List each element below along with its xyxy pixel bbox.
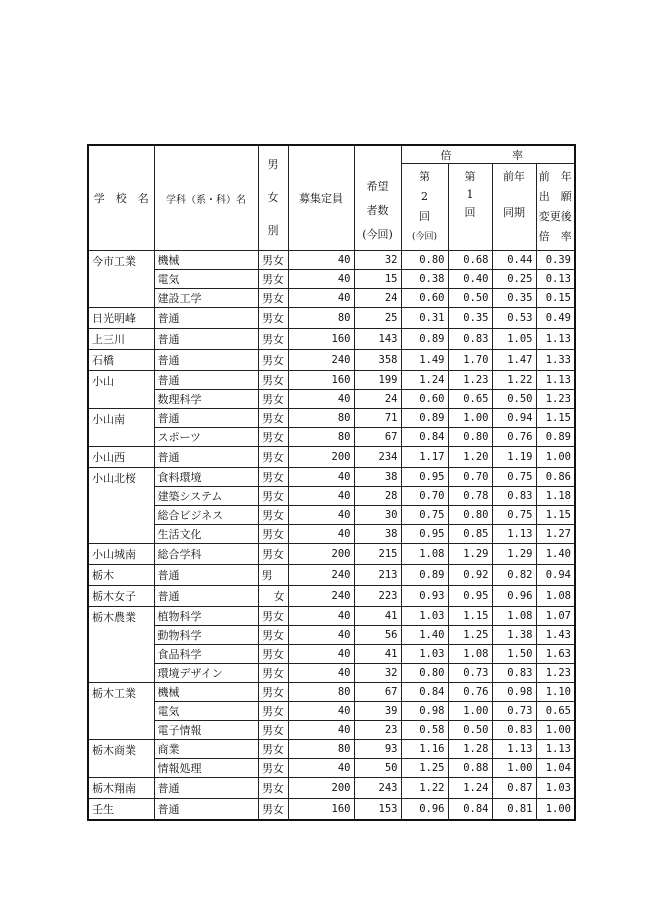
first-round-ratio-cell: 0.50	[448, 289, 492, 308]
gender-cell: 男女	[258, 270, 288, 289]
applicants-cell: 93	[354, 740, 401, 759]
table-row	[88, 799, 575, 821]
school-name-cell: 栃木翔南	[88, 778, 154, 799]
department-cell: 生活文化	[154, 525, 258, 544]
second-round-ratio-cell: 1.49	[401, 350, 448, 371]
capacity-cell: 240	[288, 565, 354, 586]
capacity-cell: 40	[288, 270, 354, 289]
first-round-ratio-cell: 0.35	[448, 308, 492, 329]
capacity-cell: 80	[288, 409, 354, 428]
department-cell: 電気	[154, 702, 258, 721]
school-name-header: 学 校 名	[88, 145, 154, 251]
first-round-ratio-cell: 0.83	[448, 329, 492, 350]
department-cell: 普通	[154, 371, 258, 390]
gender-cell: 男女	[258, 645, 288, 664]
applicants-cell: 39	[354, 702, 401, 721]
second-round-header: 第 2 回 (今回)	[401, 164, 448, 251]
department-cell: 情報処理	[154, 759, 258, 778]
prev-year-after-change-ratio-cell: 1.07	[536, 607, 575, 626]
prev-year-after-change-ratio-cell: 0.65	[536, 702, 575, 721]
prev-year-after-change-ratio-cell: 1.27	[536, 525, 575, 544]
department-cell: 普通	[154, 565, 258, 586]
first-round-ratio-cell: 0.80	[448, 506, 492, 525]
first-round-ratio-cell: 1.70	[448, 350, 492, 371]
prev-year-after-change-ratio-cell: 1.33	[536, 350, 575, 371]
table-body	[88, 251, 575, 821]
gender-cell: 男女	[258, 350, 288, 371]
department-cell: 食料環境	[154, 468, 258, 487]
table-row	[88, 565, 575, 586]
prev-year-ratio-cell: 0.76	[492, 428, 536, 447]
first-round-ratio-cell: 1.00	[448, 702, 492, 721]
table-row	[88, 506, 575, 525]
table-row	[88, 626, 575, 645]
prev-year-after-change-ratio-cell: 1.00	[536, 799, 575, 821]
second-round-ratio-cell: 1.08	[401, 544, 448, 565]
prev-year-ratio-cell: 0.94	[492, 409, 536, 428]
second-round-ratio-cell: 0.38	[401, 270, 448, 289]
second-round-ratio-cell: 1.03	[401, 607, 448, 626]
capacity-cell: 80	[288, 683, 354, 702]
prev-year-ratio-cell: 0.50	[492, 390, 536, 409]
prev-year-ratio-cell: 0.75	[492, 506, 536, 525]
prev-year-after-change-ratio-cell: 1.63	[536, 645, 575, 664]
prev-year-after-change-ratio-cell: 1.00	[536, 721, 575, 740]
table-row	[88, 468, 575, 487]
second-round-ratio-cell: 1.16	[401, 740, 448, 759]
prev-year-after-change-header: 前 年 出 願 変更後 倍 率	[536, 164, 575, 251]
prev-year-ratio-cell: 1.47	[492, 350, 536, 371]
applicants-cell: 243	[354, 778, 401, 799]
gender-cell: 男女	[258, 799, 288, 821]
first-round-ratio-cell: 1.15	[448, 607, 492, 626]
table-row	[88, 778, 575, 799]
department-cell: 普通	[154, 308, 258, 329]
second-round-ratio-cell: 0.96	[401, 799, 448, 821]
capacity-cell: 40	[288, 759, 354, 778]
gender-cell: 女	[258, 586, 288, 607]
capacity-cell: 40	[288, 525, 354, 544]
gender-cell: 男女	[258, 428, 288, 447]
second-round-ratio-cell: 1.24	[401, 371, 448, 390]
gender-cell: 男女	[258, 778, 288, 799]
applicants-cell: 358	[354, 350, 401, 371]
applicants-cell: 15	[354, 270, 401, 289]
table-row	[88, 544, 575, 565]
prev-year-after-change-ratio-cell: 1.18	[536, 487, 575, 506]
prev-year-ratio-cell: 1.00	[492, 759, 536, 778]
gender-cell: 男女	[258, 721, 288, 740]
department-cell: 普通	[154, 778, 258, 799]
table-row	[88, 371, 575, 390]
gender-cell: 男女	[258, 525, 288, 544]
gender-cell: 男女	[258, 308, 288, 329]
department-cell: 普通	[154, 350, 258, 371]
capacity-cell: 40	[288, 506, 354, 525]
department-cell: 機械	[154, 251, 258, 270]
gender-cell: 男女	[258, 544, 288, 565]
capacity-header: 募集定員	[288, 145, 354, 251]
capacity-cell: 40	[288, 702, 354, 721]
prev-year-after-change-ratio-cell: 1.08	[536, 586, 575, 607]
prev-year-after-change-ratio-cell: 0.94	[536, 565, 575, 586]
department-cell: 機械	[154, 683, 258, 702]
gender-cell: 男女	[258, 664, 288, 683]
prev-year-ratio-cell: 0.75	[492, 468, 536, 487]
second-round-ratio-cell: 1.22	[401, 778, 448, 799]
first-round-ratio-cell: 0.85	[448, 525, 492, 544]
first-round-header: 第 1 回	[448, 164, 492, 251]
second-round-ratio-cell: 1.17	[401, 447, 448, 468]
second-round-ratio-cell: 0.31	[401, 308, 448, 329]
applicants-cell: 56	[354, 626, 401, 645]
prev-year-after-change-ratio-cell: 1.04	[536, 759, 575, 778]
gender-cell: 男女	[258, 409, 288, 428]
gender-cell: 男女	[258, 390, 288, 409]
school-name-cell: 石橋	[88, 350, 154, 371]
school-name-cell: 小山城南	[88, 544, 154, 565]
school-name-cell: 上三川	[88, 329, 154, 350]
school-name-cell: 小山西	[88, 447, 154, 468]
applicants-cell: 24	[354, 289, 401, 308]
first-round-ratio-cell: 0.95	[448, 586, 492, 607]
department-cell: 電子情報	[154, 721, 258, 740]
capacity-cell: 40	[288, 626, 354, 645]
prev-year-ratio-cell: 1.19	[492, 447, 536, 468]
table-row	[88, 289, 575, 308]
table-row	[88, 308, 575, 329]
second-round-ratio-cell: 1.03	[401, 645, 448, 664]
gender-cell: 男女	[258, 447, 288, 468]
department-cell: 普通	[154, 799, 258, 821]
table-row	[88, 607, 575, 626]
prev-year-after-change-ratio-cell: 1.13	[536, 740, 575, 759]
school-name-cell: 栃木商業	[88, 740, 154, 778]
table-row	[88, 329, 575, 350]
prev-year-ratio-cell: 0.96	[492, 586, 536, 607]
table-row	[88, 428, 575, 447]
second-round-ratio-cell: 0.93	[401, 586, 448, 607]
applicants-cell: 38	[354, 468, 401, 487]
prev-year-after-change-ratio-cell: 1.15	[536, 506, 575, 525]
second-round-ratio-cell: 1.25	[401, 759, 448, 778]
second-round-ratio-cell: 0.84	[401, 428, 448, 447]
prev-year-after-change-ratio-cell: 0.89	[536, 428, 575, 447]
table-row	[88, 586, 575, 607]
gender-cell: 男女	[258, 251, 288, 270]
second-round-ratio-cell: 0.89	[401, 409, 448, 428]
prev-year-ratio-cell: 1.13	[492, 740, 536, 759]
prev-year-ratio-cell: 1.05	[492, 329, 536, 350]
first-round-ratio-cell: 0.88	[448, 759, 492, 778]
second-round-ratio-cell: 0.70	[401, 487, 448, 506]
second-round-ratio-cell: 0.98	[401, 702, 448, 721]
gender-cell: 男女	[258, 289, 288, 308]
department-cell: 総合学科	[154, 544, 258, 565]
gender-cell: 男女	[258, 702, 288, 721]
prev-year-ratio-cell: 0.98	[492, 683, 536, 702]
school-name-cell: 小山	[88, 371, 154, 409]
first-round-ratio-cell: 0.40	[448, 270, 492, 289]
first-round-ratio-cell: 1.08	[448, 645, 492, 664]
gender-cell: 男女	[258, 506, 288, 525]
table-row	[88, 664, 575, 683]
prev-year-ratio-cell: 0.73	[492, 702, 536, 721]
applicants-cell: 199	[354, 371, 401, 390]
capacity-cell: 80	[288, 308, 354, 329]
prev-year-after-change-ratio-cell: 0.86	[536, 468, 575, 487]
first-round-ratio-cell: 0.84	[448, 799, 492, 821]
second-round-ratio-cell: 0.89	[401, 329, 448, 350]
first-round-ratio-cell: 1.25	[448, 626, 492, 645]
department-cell: 電気	[154, 270, 258, 289]
applicants-cell: 67	[354, 683, 401, 702]
first-round-ratio-cell: 0.50	[448, 721, 492, 740]
capacity-cell: 40	[288, 645, 354, 664]
second-round-ratio-cell: 1.40	[401, 626, 448, 645]
gender-cell: 男女	[258, 487, 288, 506]
applicants-cell: 143	[354, 329, 401, 350]
prev-year-ratio-cell: 0.82	[492, 565, 536, 586]
capacity-cell: 240	[288, 350, 354, 371]
second-round-ratio-cell: 0.95	[401, 525, 448, 544]
second-round-ratio-cell: 0.60	[401, 289, 448, 308]
school-name-cell: 栃木工業	[88, 683, 154, 740]
first-round-ratio-cell: 0.65	[448, 390, 492, 409]
prev-year-after-change-ratio-cell: 1.13	[536, 329, 575, 350]
school-name-cell: 小山北桜	[88, 468, 154, 544]
gender-cell: 男女	[258, 626, 288, 645]
first-round-ratio-cell: 0.70	[448, 468, 492, 487]
first-round-ratio-cell: 0.78	[448, 487, 492, 506]
prev-year-after-change-ratio-cell: 1.03	[536, 778, 575, 799]
applicants-cell: 32	[354, 664, 401, 683]
capacity-cell: 40	[288, 468, 354, 487]
capacity-cell: 80	[288, 740, 354, 759]
prev-year-ratio-cell: 0.83	[492, 721, 536, 740]
capacity-cell: 40	[288, 289, 354, 308]
first-round-ratio-cell: 1.28	[448, 740, 492, 759]
table-row	[88, 447, 575, 468]
first-round-ratio-cell: 0.76	[448, 683, 492, 702]
second-round-ratio-cell: 0.84	[401, 683, 448, 702]
capacity-cell: 200	[288, 447, 354, 468]
table-row	[88, 487, 575, 506]
prev-year-ratio-cell: 0.25	[492, 270, 536, 289]
first-round-ratio-cell: 0.80	[448, 428, 492, 447]
applicants-cell: 223	[354, 586, 401, 607]
second-round-ratio-cell: 0.60	[401, 390, 448, 409]
school-name-cell: 日光明峰	[88, 308, 154, 329]
prev-year-after-change-ratio-cell: 1.40	[536, 544, 575, 565]
capacity-cell: 160	[288, 371, 354, 390]
ratio-group-header: 倍 率	[401, 145, 575, 164]
second-round-ratio-cell: 0.80	[401, 664, 448, 683]
table-row	[88, 350, 575, 371]
department-cell: 植物科学	[154, 607, 258, 626]
capacity-cell: 40	[288, 607, 354, 626]
first-round-ratio-cell: 1.24	[448, 778, 492, 799]
table-header	[88, 145, 575, 251]
prev-year-ratio-cell: 0.83	[492, 487, 536, 506]
application-ratio-table	[87, 144, 576, 821]
department-cell: 総合ビジネス	[154, 506, 258, 525]
table-row	[88, 683, 575, 702]
department-cell: 動物科学	[154, 626, 258, 645]
capacity-cell: 160	[288, 799, 354, 821]
prev-year-ratio-cell: 0.53	[492, 308, 536, 329]
prev-year-after-change-ratio-cell: 1.00	[536, 447, 575, 468]
prev-year-after-change-ratio-cell: 1.13	[536, 371, 575, 390]
prev-year-ratio-cell: 0.44	[492, 251, 536, 270]
prev-year-after-change-ratio-cell: 0.13	[536, 270, 575, 289]
table-row	[88, 270, 575, 289]
department-cell: 普通	[154, 586, 258, 607]
first-round-ratio-cell: 1.23	[448, 371, 492, 390]
table-row	[88, 390, 575, 409]
prev-year-ratio-cell: 0.83	[492, 664, 536, 683]
first-round-ratio-cell: 1.00	[448, 409, 492, 428]
department-header: 学科（系・科）名	[154, 145, 258, 251]
gender-cell: 男女	[258, 740, 288, 759]
department-cell: 数理科学	[154, 390, 258, 409]
applicants-cell: 25	[354, 308, 401, 329]
school-name-cell: 小山南	[88, 409, 154, 447]
applicants-cell: 67	[354, 428, 401, 447]
second-round-ratio-cell: 0.80	[401, 251, 448, 270]
prev-year-ratio-cell: 1.29	[492, 544, 536, 565]
applicants-cell: 50	[354, 759, 401, 778]
table-row	[88, 251, 575, 270]
department-cell: 建築システム	[154, 487, 258, 506]
department-cell: 建設工学	[154, 289, 258, 308]
applicants-cell: 153	[354, 799, 401, 821]
department-cell: 普通	[154, 329, 258, 350]
prev-year-after-change-ratio-cell: 1.10	[536, 683, 575, 702]
table-row	[88, 645, 575, 664]
capacity-cell: 160	[288, 329, 354, 350]
department-cell: 商業	[154, 740, 258, 759]
table-row	[88, 702, 575, 721]
capacity-cell: 240	[288, 586, 354, 607]
first-round-ratio-cell: 0.92	[448, 565, 492, 586]
gender-cell: 男女	[258, 329, 288, 350]
department-cell: 普通	[154, 447, 258, 468]
applicants-cell: 28	[354, 487, 401, 506]
second-round-ratio-cell: 0.89	[401, 565, 448, 586]
applicants-cell: 30	[354, 506, 401, 525]
prev-year-ratio-cell: 1.13	[492, 525, 536, 544]
gender-cell: 男女	[258, 759, 288, 778]
school-name-cell: 栃木	[88, 565, 154, 586]
prev-year-ratio-cell: 0.81	[492, 799, 536, 821]
gender-cell: 男女	[258, 371, 288, 390]
prev-year-ratio-cell: 1.50	[492, 645, 536, 664]
gender-cell: 男	[258, 565, 288, 586]
prev-year-after-change-ratio-cell: 0.39	[536, 251, 575, 270]
gender-header: 男 女 別	[258, 145, 288, 251]
applicants-cell: 23	[354, 721, 401, 740]
department-cell: 食品科学	[154, 645, 258, 664]
table-row	[88, 740, 575, 759]
table-row	[88, 721, 575, 740]
second-round-ratio-cell: 0.75	[401, 506, 448, 525]
applicants-cell: 71	[354, 409, 401, 428]
first-round-ratio-cell: 0.73	[448, 664, 492, 683]
capacity-cell: 40	[288, 390, 354, 409]
capacity-cell: 40	[288, 251, 354, 270]
gender-cell: 男女	[258, 468, 288, 487]
capacity-cell: 80	[288, 428, 354, 447]
applicants-cell: 41	[354, 645, 401, 664]
capacity-cell: 40	[288, 664, 354, 683]
school-name-cell: 栃木農業	[88, 607, 154, 683]
applicants-header: 希望 者数 (今回)	[354, 145, 401, 251]
prev-year-after-change-ratio-cell: 1.43	[536, 626, 575, 645]
table-row	[88, 759, 575, 778]
prev-year-ratio-cell: 1.38	[492, 626, 536, 645]
first-round-ratio-cell: 0.68	[448, 251, 492, 270]
prev-year-after-change-ratio-cell: 1.23	[536, 390, 575, 409]
department-cell: 環境デザイン	[154, 664, 258, 683]
department-cell: スポーツ	[154, 428, 258, 447]
prev-year-ratio-cell: 1.22	[492, 371, 536, 390]
first-round-ratio-cell: 1.20	[448, 447, 492, 468]
prev-year-ratio-cell: 0.35	[492, 289, 536, 308]
second-round-ratio-cell: 0.58	[401, 721, 448, 740]
capacity-cell: 200	[288, 778, 354, 799]
applicants-cell: 32	[354, 251, 401, 270]
applicants-cell: 234	[354, 447, 401, 468]
prev-year-after-change-ratio-cell: 0.49	[536, 308, 575, 329]
first-round-ratio-cell: 1.29	[448, 544, 492, 565]
school-name-cell: 栃木女子	[88, 586, 154, 607]
capacity-cell: 40	[288, 487, 354, 506]
capacity-cell: 200	[288, 544, 354, 565]
table-row	[88, 525, 575, 544]
prev-year-ratio-cell: 1.08	[492, 607, 536, 626]
second-round-ratio-cell: 0.95	[401, 468, 448, 487]
school-name-cell: 今市工業	[88, 251, 154, 308]
applicants-cell: 38	[354, 525, 401, 544]
department-cell: 普通	[154, 409, 258, 428]
prev-year-same-period-header: 前年 同期	[492, 164, 536, 251]
gender-cell: 男女	[258, 683, 288, 702]
prev-year-after-change-ratio-cell: 1.15	[536, 409, 575, 428]
table-row	[88, 409, 575, 428]
applicants-cell: 213	[354, 565, 401, 586]
applicants-cell: 41	[354, 607, 401, 626]
applicants-cell: 24	[354, 390, 401, 409]
prev-year-after-change-ratio-cell: 1.23	[536, 664, 575, 683]
capacity-cell: 40	[288, 721, 354, 740]
prev-year-ratio-cell: 0.87	[492, 778, 536, 799]
applicants-cell: 215	[354, 544, 401, 565]
prev-year-after-change-ratio-cell: 0.15	[536, 289, 575, 308]
school-name-cell: 壬生	[88, 799, 154, 821]
gender-cell: 男女	[258, 607, 288, 626]
